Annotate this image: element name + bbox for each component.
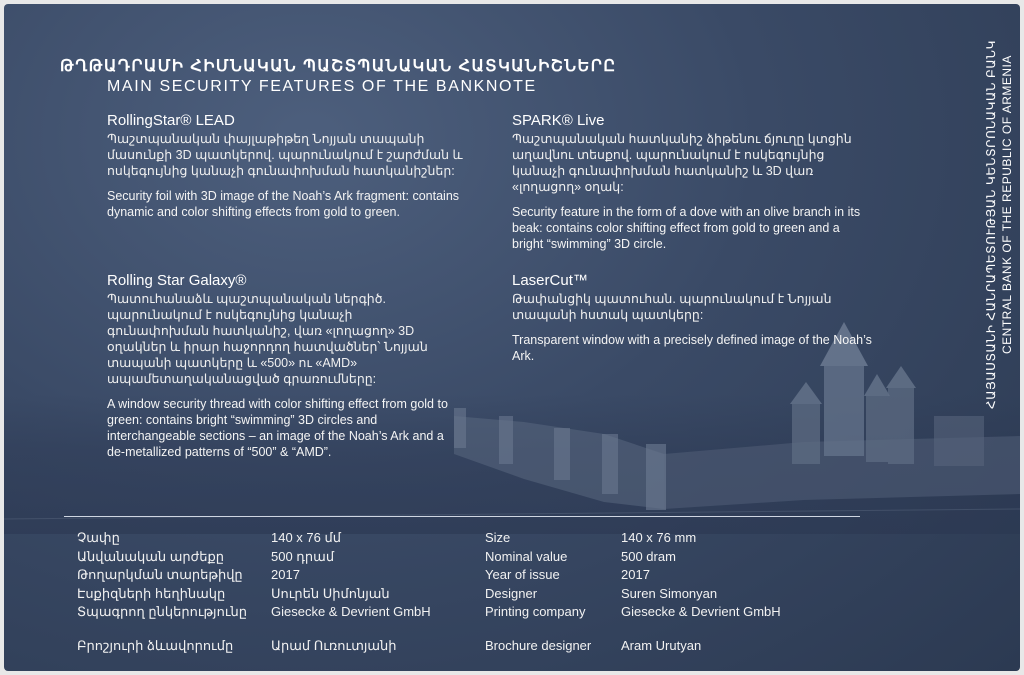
- brochure-label: Բրոշյուրի ձևավորումը: [77, 638, 234, 653]
- spec-value: Giesecke & Devrient GmbH: [621, 604, 781, 620]
- feature-text-english: A window security thread with color shifting effect from gold to green: contains bright “swimming” 3D circles and interchangeable sections – an image of the Noah’s Ark and a de-metallized patterns of “500” & “AMD”.: [107, 397, 448, 459]
- section-divider: [64, 516, 860, 517]
- feature-text-english: Security feature in the form of a dove with an olive branch in its beak: contains color shifting effect from gold to green and a bright “swimming” 3D circle.: [512, 205, 861, 251]
- spec-label: Year of issue: [485, 567, 560, 583]
- vertical-bank-name-armenian: ՀԱՅԱՍՏԱՆԻ ՀԱՆՐԱՊԵՏՈՒԹՅԱՆ ԿԵՆՏՐՈՆԱԿԱՆ ԲԱՆԿ: [984, 40, 998, 409]
- spec-value: 140 x 76 մմ: [271, 530, 341, 545]
- brochure-designer-english: [485, 638, 701, 653]
- feature-rollingstar-lead: [107, 112, 467, 220]
- spec-value: 500 dram: [621, 548, 676, 564]
- spec-value: 2017: [621, 567, 650, 583]
- spec-row: [77, 585, 431, 604]
- vertical-bank-name-english: CENTRAL BANK OF THE REPUBLIC OF ARMENIA: [1000, 55, 1014, 354]
- feature-heading: SPARK® Live: [512, 112, 605, 129]
- title-armenian: ԹՂԹԱԴՐԱՄԻ ՀԻՄՆԱԿԱՆ ՊԱՇՏՊԱՆԱԿԱՆ ՀԱՏԿԱՆԻՇՆԵՐԸ: [60, 58, 617, 75]
- feature-text-armenian: Պաշտպանական հատկանիշ ձիթենու ճյուղը կտցին աղավնու տեսքով. պարունակում է ոսկեգույնից կանաչի գունափոխման հատկանիշ և 3D վառ «լողացող» օղակ:: [512, 132, 852, 194]
- specs-english: [485, 529, 781, 622]
- feature-text-armenian: Պաշտպանական փայլաթիթեղ Նոյյան տապանի մասունքի 3D պատկերով. պարունակում է շարժման և ոսկեգույնից կանաչի գունափոխման հատկանիշներ:: [107, 132, 463, 178]
- spec-value: 140 x 76 mm: [621, 530, 697, 545]
- spec-label: Designer: [485, 585, 538, 601]
- brochure-card: [4, 4, 1020, 671]
- feature-text-armenian: Թափանցիկ պատուհան. պարունակում է Նոյյան տապանի հստակ պատկերը:: [512, 292, 832, 322]
- specs-armenian: [77, 529, 431, 622]
- spec-label: Printing company: [485, 604, 586, 620]
- feature-text-armenian: Պատուհանաձև պաշտպանական ներգիծ. պարունակում է ոսկեգույնից կանաչի գունափոխման հատկանիշ, վառ «լողացող» 3D օղակներ և իրար հաջորդող հատվածներ՝ Նոյյան տապանի պատկերը և «500» ու «AMD» ապամետաղականացված գրառումները:: [107, 292, 428, 386]
- spec-label: Size: [485, 530, 511, 545]
- brochure-label: Brochure designer: [485, 638, 592, 653]
- feature-heading: RollingStar® LEAD: [107, 112, 235, 129]
- spec-value: Սուրեն Սիմոնյան: [271, 585, 390, 601]
- spec-row: [77, 548, 431, 567]
- spec-row: [77, 603, 431, 622]
- spec-label: Nominal value: [485, 548, 568, 564]
- feature-text-english: Transparent window with a precisely defined image of the Noah’s Ark.: [512, 333, 872, 363]
- feature-heading: LaserCut™: [512, 272, 588, 289]
- spec-row: [485, 548, 781, 567]
- brochure-value: Aram Urutyan: [621, 638, 702, 653]
- spec-label: Չափը: [77, 530, 120, 545]
- spec-value: 500 դրամ: [271, 548, 335, 564]
- spec-label: Էսքիզների հեղինակը: [77, 585, 226, 601]
- title-english: MAIN SECURITY FEATURES OF THE BANKNOTE: [107, 78, 537, 95]
- spec-label: Թողարկման տարեթիվը: [77, 567, 243, 583]
- spec-row: [77, 566, 431, 585]
- spec-label: Անվանական արժեքը: [77, 548, 224, 564]
- spec-row: [485, 603, 781, 622]
- spec-value: Suren Simonyan: [621, 585, 718, 601]
- feature-spark-live: [512, 112, 872, 252]
- feature-rolling-star-galaxy: [107, 272, 457, 460]
- spec-label: Տպագրող ընկերությունը: [77, 604, 247, 620]
- spec-row: [485, 566, 781, 585]
- spec-value: Giesecke & Devrient GmbH: [271, 604, 431, 620]
- brochure-designer-armenian: [77, 638, 397, 654]
- feature-lasercut: [512, 272, 872, 364]
- spec-row: [485, 529, 781, 548]
- feature-text-english: Security foil with 3D image of the Noah’s Ark fragment: contains dynamic and color shifting effects from gold to green.: [107, 189, 460, 219]
- brochure-value: Արամ Ուռուտյանի: [271, 638, 397, 653]
- spec-row: [77, 529, 431, 548]
- spec-value: 2017: [271, 567, 300, 583]
- feature-heading: Rolling Star Galaxy®: [107, 272, 247, 289]
- spec-row: [485, 585, 781, 604]
